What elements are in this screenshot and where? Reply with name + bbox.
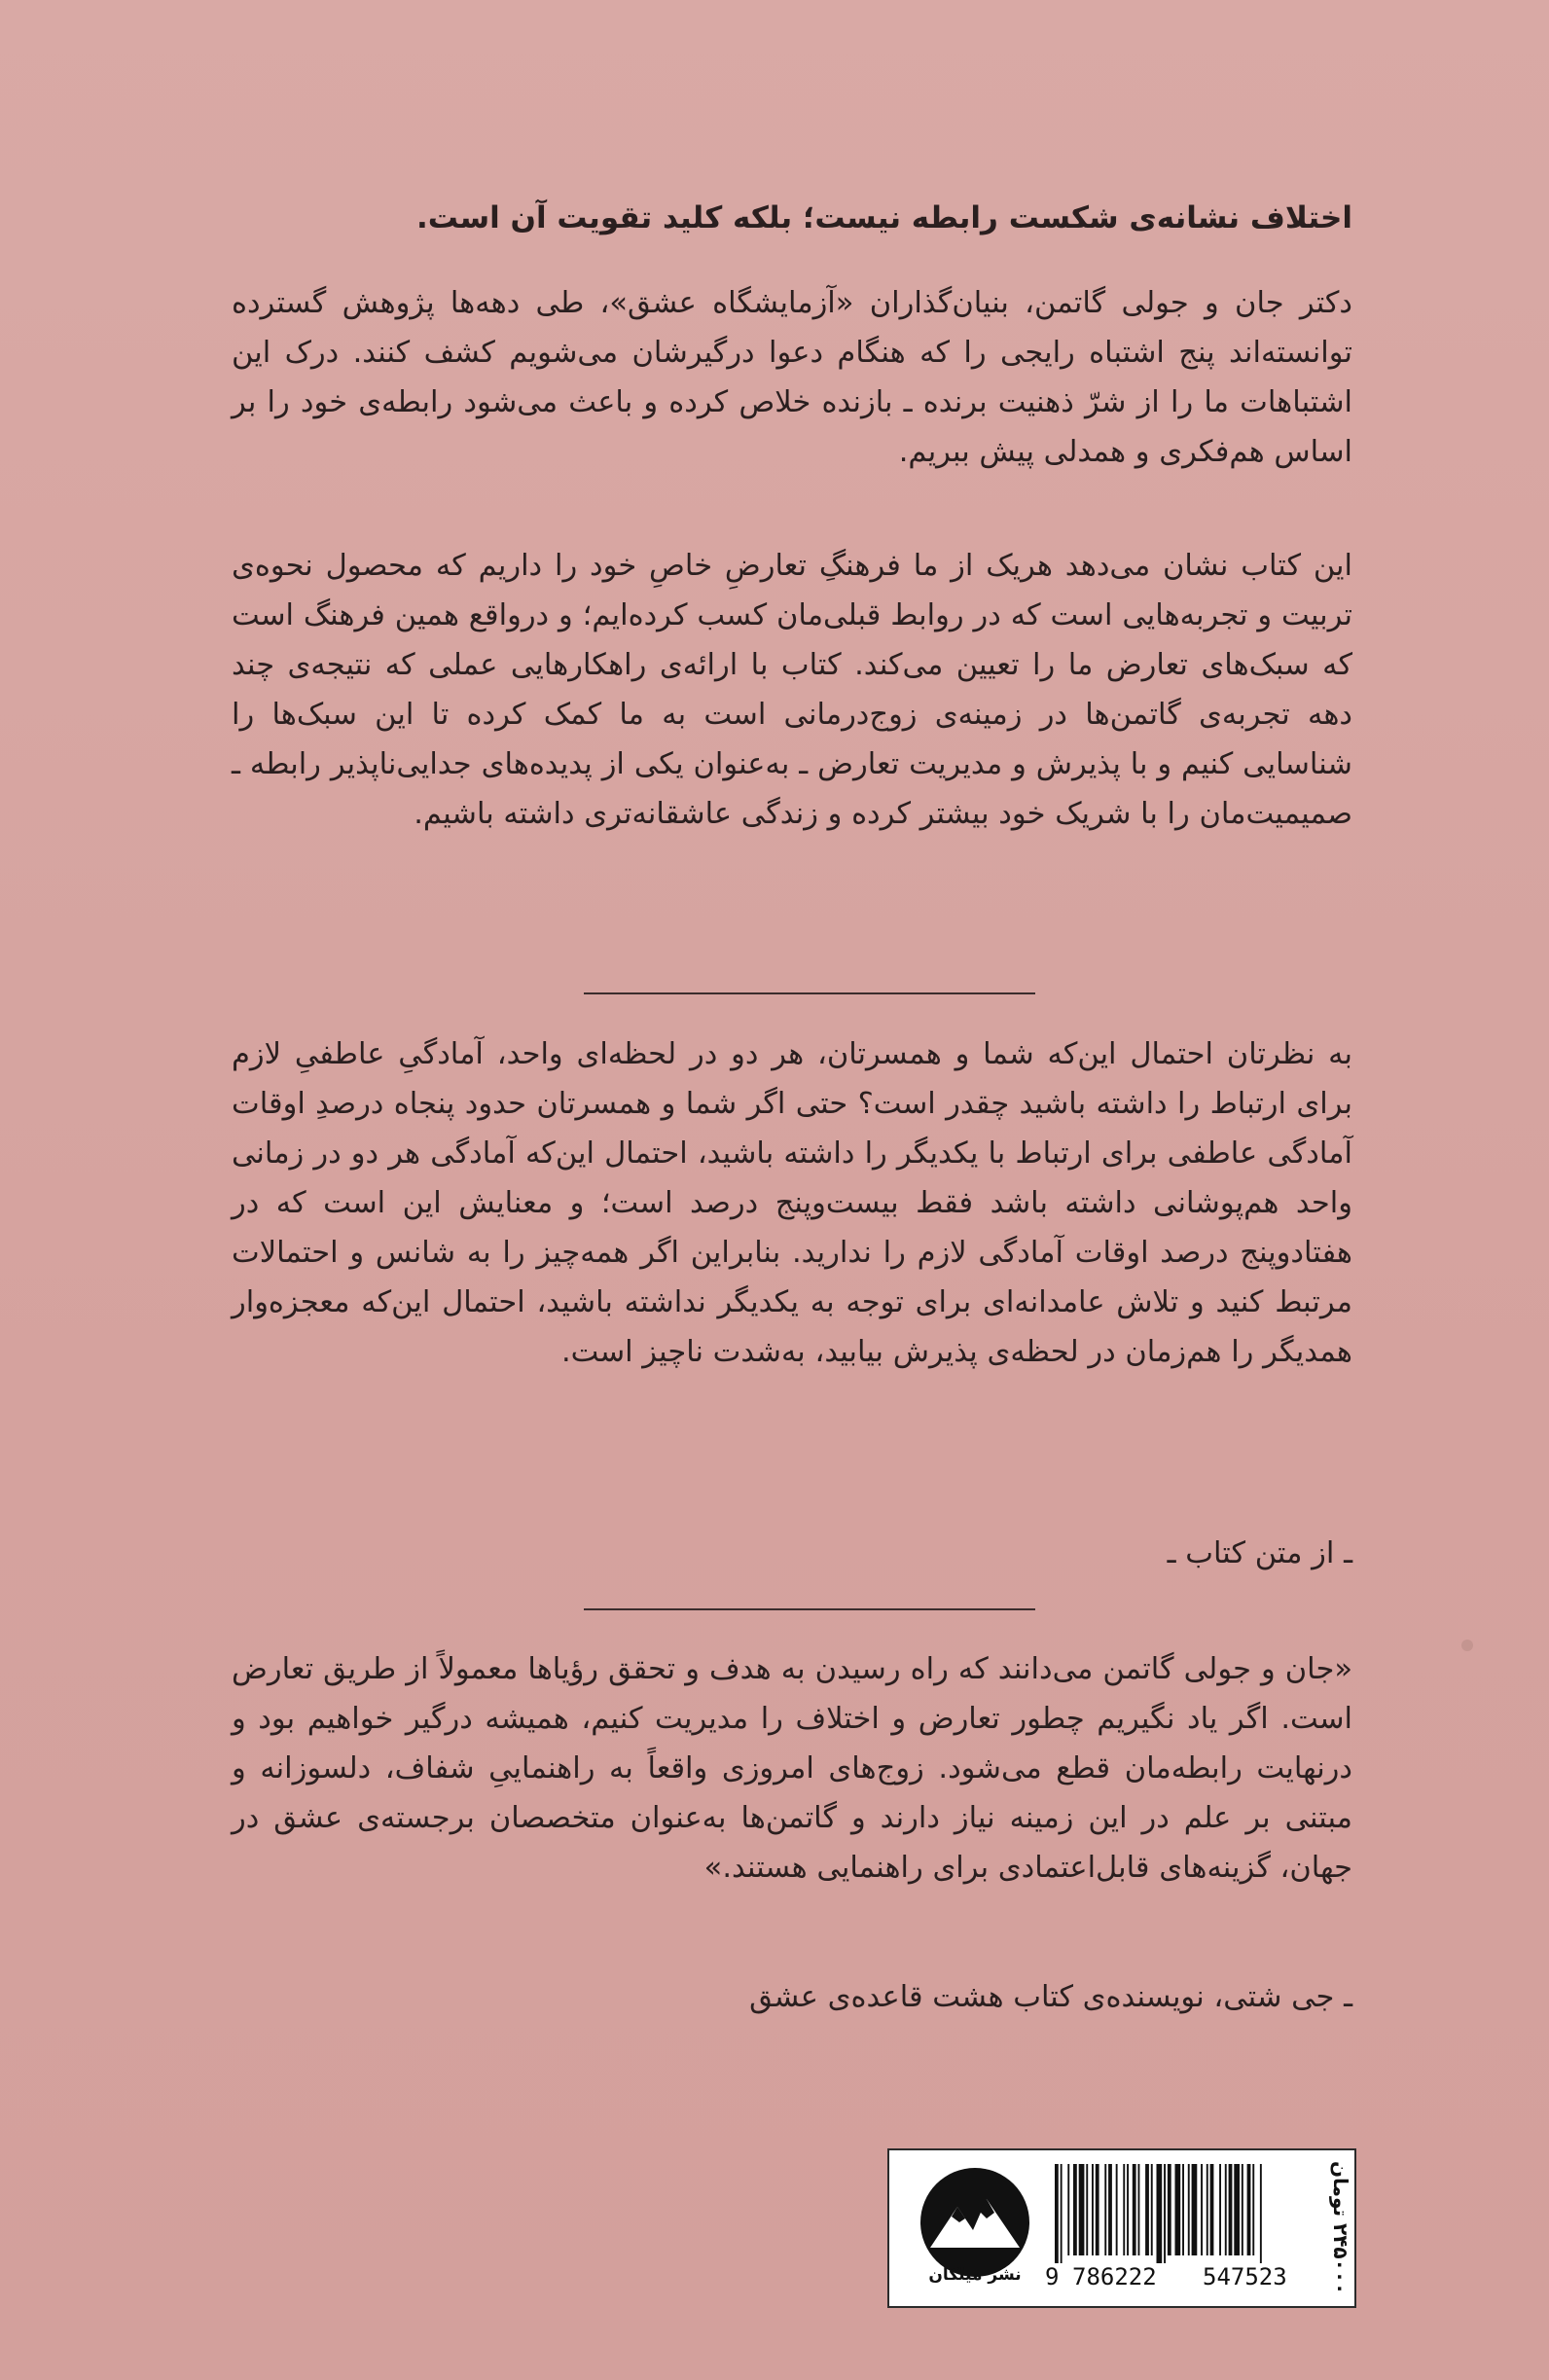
isbn-group-1: 786222 bbox=[1072, 2263, 1157, 2290]
barcode-bar bbox=[1123, 2164, 1125, 2255]
excerpt-source: ـ از متن کتاب ـ bbox=[1167, 1536, 1352, 1570]
barcode-bar bbox=[1175, 2164, 1181, 2255]
barcode-bar bbox=[1188, 2164, 1190, 2255]
barcode-bar bbox=[1210, 2164, 1214, 2255]
barcode-bar bbox=[1234, 2164, 1240, 2255]
barcode-bar bbox=[1086, 2164, 1088, 2255]
paragraph-authors: دکتر جان و جولی گاتمن، بنیان‌گذاران «آزمایشگاه عشق»، طی دهه‌ها پژوهش گسترده توانسته‌اند پنج اشتباه رایجی را که هنگام دعوا درگیرشان می‌شویم کشف کنند. درک این اشتباهات ما را از شرّ ذهنیت برنده ـ بازنده خلاص کرده و باعث می‌شود رابطه‌ی خود را بر اساس هم‌فکری و همدلی پیش ببریم. bbox=[232, 286, 1352, 469]
barcode-bar bbox=[1229, 2164, 1233, 2255]
barcode-bar bbox=[1061, 2164, 1063, 2263]
isbn-lead: 9 bbox=[1045, 2263, 1060, 2290]
barcode-bar bbox=[1157, 2164, 1163, 2263]
barcode-bar bbox=[1247, 2164, 1251, 2255]
barcode-bar bbox=[1092, 2164, 1094, 2255]
barcode-bar bbox=[1151, 2164, 1153, 2255]
barcode-bar bbox=[1252, 2164, 1254, 2255]
barcode-bar bbox=[1116, 2164, 1118, 2255]
barcode-bar bbox=[1207, 2164, 1208, 2255]
isbn-group-2: 547523 bbox=[1203, 2263, 1287, 2290]
barcode-bar bbox=[1192, 2164, 1198, 2255]
endorsement bbox=[232, 1644, 1352, 1893]
barcode-bar bbox=[1182, 2164, 1184, 2255]
barcode-bar bbox=[1201, 2164, 1203, 2255]
barcode-bar bbox=[1145, 2164, 1149, 2255]
barcode-bar bbox=[1127, 2164, 1129, 2255]
headline: اختلاف نشانه‌ی شکست رابطه نیست؛ بلکه کلید تقویت آن است. bbox=[415, 200, 1352, 235]
barcode-bar bbox=[1225, 2164, 1227, 2255]
paragraph-summary: این کتاب نشان می‌دهد هریک از ما فرهنگِ تعارضِ خاصِ خود را داریم که محصول نحوه‌ی تربیت و تجربه‌هایی است که در روابط قبلی‌مان کسب کرده‌ایم؛ و درواقع همین فرهنگ است که سبک‌های تعارض ما را تعیین می‌کند. کتاب با ارائه‌ی راهکارهایی عملی که نتیجه‌ی چند دهه تجربه‌ی گاتمن‌ها در زمینه‌ی زوج‌درمانی است به ما کمک کرده تا این سبک‌ها را شناسایی کنیم و با پذیرش و مدیریت تعارض ـ به‌عنوان یکی از پدیده‌های جدایی‌ناپذیر رابطه ـ صمیمیت‌مان را با شریک خود بیشتر کرده و زندگی عاشقانه‌تری داشته باشیم. bbox=[232, 549, 1352, 831]
barcode-bar bbox=[1219, 2164, 1221, 2255]
barcode-bar bbox=[1242, 2164, 1243, 2255]
barcode-bars bbox=[1055, 2164, 1317, 2263]
barcode-label bbox=[887, 2148, 1356, 2308]
barcode-bar bbox=[1168, 2164, 1171, 2255]
barcode-bar bbox=[1133, 2164, 1136, 2255]
excerpt bbox=[232, 1029, 1352, 1377]
publisher-logo-icon bbox=[917, 2164, 1033, 2281]
barcode-bar bbox=[1108, 2164, 1112, 2255]
isbn-number bbox=[1045, 2263, 1317, 2298]
barcode-bar bbox=[1164, 2164, 1166, 2263]
barcode-bar bbox=[1104, 2164, 1106, 2255]
endorsement-source: ـ جی شتی، نویسنده‌ی کتاب هشت قاعده‌ی عشق bbox=[749, 1980, 1352, 2014]
divider-top bbox=[584, 992, 1035, 994]
barcode-bar bbox=[1260, 2164, 1262, 2263]
book-summary bbox=[232, 541, 1352, 839]
barcode-bar bbox=[1055, 2164, 1059, 2263]
paragraph-excerpt: به نظرتان احتمال این‌که شما و همسرتان، هر دو در لحظه‌ای واحد، آمادگیِ عاطفیِ لازم برای ارتباط را داشته باشید چقدر است؟ حتی اگر شما و همسرتان حدود پنجاه درصدِ اوقات آمادگی عاطفی برای ارتباط با یکدیگر را داشته باشید، احتمال این‌که آمادگی هر دو در زمانی واحد هم‌پوشانی داشته باشد فقط بیست‌وپنج درصد است؛ و معنایش این است که در هفتادوپنج درصد اوقات آمادگی لازم را ندارید. بنابراین اگر همه‌چیز را به شانس و احتمالات مرتبط کنید و تلاش عامدانه‌ای برای توجه به یکدیگر نداشته باشید، احتمال این‌که معجزه‌وار همدیگر را هم‌زمان در لحظه‌ی پذیرش بیابید، به‌شدت ناچیز است. bbox=[232, 1037, 1352, 1369]
barcode-bar bbox=[1067, 2164, 1069, 2255]
barcode-bar bbox=[1079, 2164, 1085, 2255]
barcode-bar bbox=[1138, 2164, 1140, 2255]
divider-bottom bbox=[584, 1608, 1035, 1610]
intro-paragraph bbox=[232, 278, 1352, 477]
paragraph-quote: «جان و جولی گاتمن می‌دانند که راه رسیدن به هدف و تحقق رؤیاها معمولاً از طریق تعارض است. اگر یاد نگیریم چطور تعارض و اختلاف را مدیریت کنیم، همیشه درگیر خواهیم بود و درنهایت رابطه‌مان قطع می‌شود. زوج‌های امروزی واقعاً به راهنماییِ شفاف، دلسوزانه و مبتنی بر علم در این زمینه نیاز دارند و گاتمن‌ها به‌عنوان متخصصان برجسته‌ی عشق در جهان، گزینه‌های قابل‌اعتمادی برای راهنمایی هستند.» bbox=[232, 1652, 1352, 1885]
publisher-name: نشر میلکان bbox=[928, 2265, 1022, 2285]
price-label: ۲۴۵۰۰۰ تومان bbox=[1329, 2161, 1352, 2295]
decorative-dot bbox=[1461, 1640, 1473, 1651]
barcode-bar bbox=[1096, 2164, 1099, 2255]
barcode-bar bbox=[1073, 2164, 1077, 2255]
